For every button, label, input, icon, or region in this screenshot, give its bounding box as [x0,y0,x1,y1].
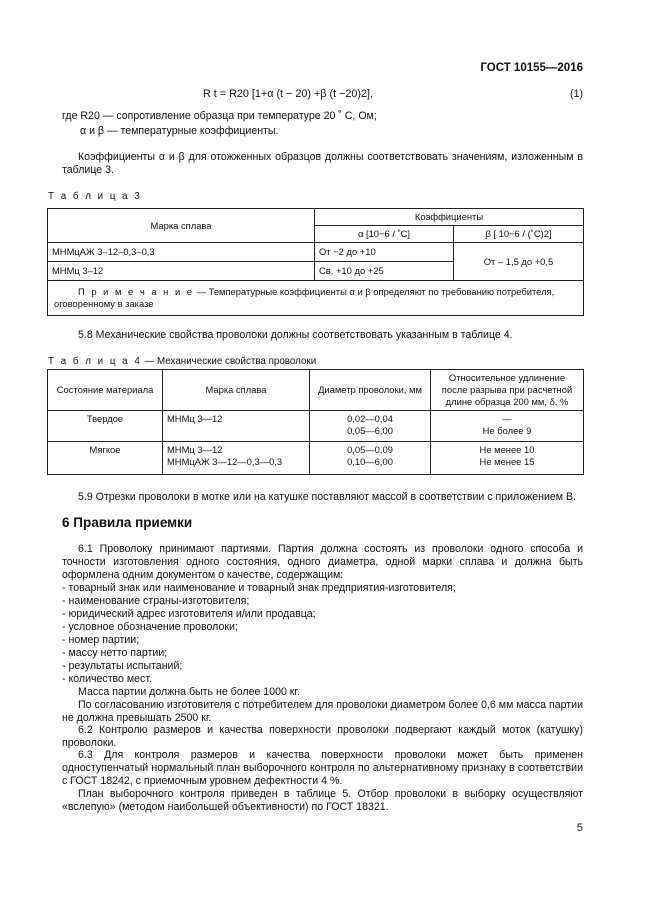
coefficients-paragraph: Коэффициенты α и β для отожженных образцов должны соответствовать значениям, изложенным в таблице 3. [62,151,583,176]
table3-cell-alpha: Св. +10 до +25 [315,262,454,281]
table4-cell-elongation [431,411,584,442]
list-item: - товарный знак или наименование и товарный знак предприятия-изготовителя; [62,582,456,594]
table3-cell-beta: От – 1,5 до +0,5 [454,243,584,281]
elongation-line: — [502,413,512,424]
section-6-title: 6 Правила приемки [62,515,193,530]
table-row [48,442,584,475]
table4-header-diameter: Диаметр проволоки, мм [310,370,431,411]
table-row [48,243,584,262]
table3-header-beta: β [ 10−6 / (˚C)2] [454,226,584,243]
table3-note [48,281,584,316]
agreement-paragraph: По согласованию изготовителя с потребителем для проволоки диаметром более 0,6 мм масса партии не должна превышать 2500 кг. [62,699,583,724]
elongation-line: Не более 9 [482,425,532,436]
alloy-line: МНМц 3—12 [167,444,223,455]
table4-header-state: Состояние материала [48,370,163,411]
table-row [48,411,584,442]
standard-designation: ГОСТ 10155—2016 [480,62,583,74]
table4-caption-text: — Механические свойства проволоки [141,356,317,367]
formula-number: (1) [570,88,583,100]
table3-cell-alpha: От −2 до +10 [315,243,454,262]
table4-header-elongation: Относительное удлинение после разрыва при расчетной длине образца 200 мм, δ, % [431,370,584,411]
elongation-line: Не менее 10 [479,444,535,455]
diameter-line: 0,05—6,00 [347,425,393,436]
paragraph-6-3: 6.3 Для контроля размеров и качества поверхности проволоки может быть применен одноступенчатый нормальный план выборочного контроля по альтернативному признаку в соответствии с ГОСТ 18242, с приемочным уровнем дефектности 4 %. [62,749,583,787]
alloy-line: МНМц 3—12 [167,413,223,424]
sampling-plan-paragraph: План выборочного контроля приведен в таблице 5. Отбор проволоки в выборку осуществляют «вслепую» (методом наибольшей объективности) по ГОСТ 18321. [62,788,583,813]
table4-caption-label: Т а б л и ц а 4 [48,356,142,367]
list-item: - номер партии; [62,634,140,646]
paragraph-5-9: 5.9 Отрезки проволоки в мотке или на катушке поставляют массой в соответствии с приложением В. [78,491,576,503]
table4-cell-diameter [310,442,431,475]
table3-note-text: — Температурные коэффициенты α и β определяют по требованию потребителя, оговоренному в заказе [54,286,555,309]
table3-cell-alloy: МНМц 3–12 [48,262,315,281]
list-item: - юридический адрес изготовителя и/или продавца; [62,608,316,620]
table4-header-alloy: Марка сплава [163,370,310,411]
list-item: - условное обозначение проволоки; [62,621,238,633]
table3-header-alloy: Марка сплава [48,209,315,243]
where-line-2: α и β — температурные коэффициенты. [80,125,279,137]
table3-caption: Т а б л и ц а 3 [48,191,142,202]
table4-cell-elongation [431,442,584,475]
where-line-1: где R20 — сопротивление образца при температуре 20 ˚ C, Ом; [62,110,377,122]
table-3 [47,208,584,316]
document-contents-list [62,582,583,686]
diameter-line: 0,02—0,04 [347,413,393,424]
list-item: - наименование страны-изготовителя; [62,595,250,607]
table3-cell-alloy: МНМцАЖ 3–12–0,3–0,3 [48,243,315,262]
table3-header-alpha: α [10−6 / ˚C] [315,226,454,243]
table4-cell-alloy [163,411,310,442]
paragraph-5-8: 5.8 Механические свойства проволоки должны соответствовать указанным в таблице 4. [78,329,513,341]
paragraph-6-2: 6.2 Контролю размеров и качества поверхности проволоки подвергают каждый моток (катушку) проволоки. [62,724,583,749]
page-number: 5 [576,822,583,834]
table3-header-coeff: Коэффициенты [315,209,584,226]
list-item: - массу нетто партии; [62,647,168,659]
list-item: - количество мест. [62,673,152,685]
table-4 [47,369,584,475]
mass-limit: Масса партии должна быть не более 1000 кг. [78,686,300,698]
formula: R t = R20 [1+α (t − 20) +β (t −20)2], [203,88,373,100]
diameter-line: 0,05—0,09 [347,444,393,455]
table3-note-label: П р и м е ч а н и е [78,286,195,297]
table4-cell-state: Твердое [48,411,163,442]
table4-cell-diameter [310,411,431,442]
table4-caption [48,355,316,368]
list-item: - результаты испытаний; [62,660,183,672]
diameter-line: 0,10—6,00 [347,456,393,467]
table4-cell-state: Мягкое [48,442,163,475]
elongation-line: Не менее 15 [479,456,535,467]
alloy-line: МНМцАЖ 3—12—0,3—0,3 [167,456,283,467]
paragraph-6-1: 6.1 Проволоку принимают партиями. Партия должна состоять из проволоки одного способа и точности изготовления одного состояния, одного диаметра, одной марки сплава и должна быть оформлена одним документом о качестве, содержащим: [62,543,583,581]
table4-cell-alloy [163,442,310,475]
